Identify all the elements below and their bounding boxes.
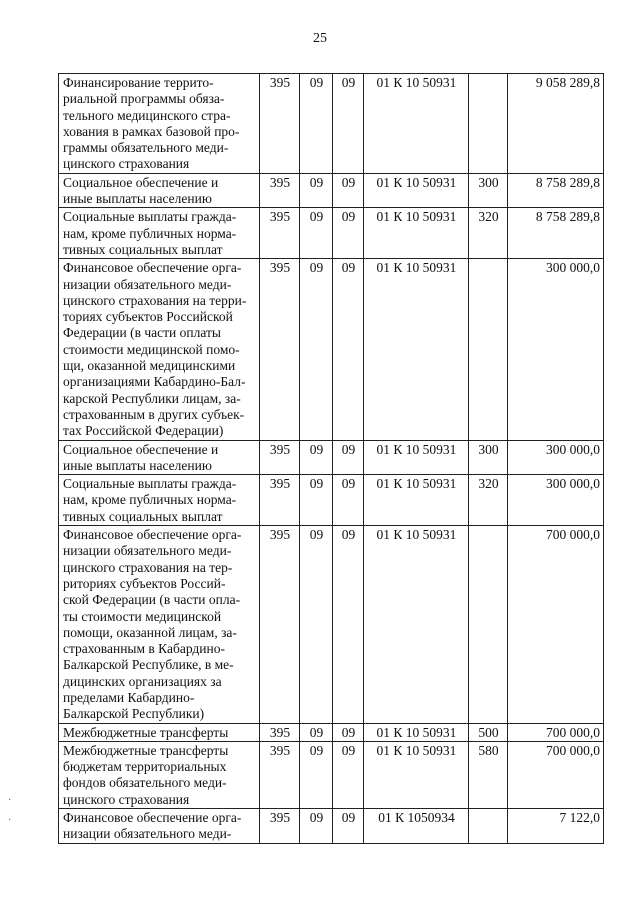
margin-mark: · [8,795,12,806]
item-name-line: Социальное обеспечение и [63,441,219,457]
item-name-line: низации обязательного меди- [63,543,232,559]
page-number: 25 [313,31,327,46]
item-name-line: тельного медицинского стра- [63,107,231,123]
expense-type-cell [469,74,508,174]
table-row [59,173,604,208]
expense-type-cell [469,526,508,724]
table-row [59,723,604,741]
budget-table [58,73,604,844]
item-name-line: Финансирование террито- [63,75,214,90]
item-name-line: тивных социальных выплат [63,241,223,257]
section-code-cell: 09 [300,259,333,440]
expense-type-cell: 580 [469,741,508,808]
item-name-cell [59,173,260,208]
item-name-line: страхованным в Кабардино- [63,641,225,657]
item-name-line: фондов обязательного меди- [63,775,227,791]
item-name-line: Межбюджетные трансферты [63,724,229,740]
expense-type-cell [469,809,508,844]
target-article-cell: 01 К 10 50931 [364,440,469,475]
amount-cell: 300 000,0 [508,259,604,440]
amount-cell: 300 000,0 [508,440,604,475]
section-code-cell: 09 [300,173,333,208]
item-name-line: цинского страхования на терри- [63,292,247,308]
item-name-line: иные выплаты населению [63,191,212,207]
ministry-code-cell: 395 [260,208,300,259]
target-article-cell: 01 К 10 50931 [364,259,469,440]
amount-cell: 700 000,0 [508,526,604,724]
section-code-cell: 09 [300,526,333,724]
item-name-line: нам, кроме публичных норма- [63,225,237,241]
target-article-cell: 01 К 10 50931 [364,208,469,259]
expense-type-cell: 500 [469,723,508,741]
amount-cell: 8 758 289,8 [508,208,604,259]
item-name-cell [59,526,260,724]
table-row [59,741,604,808]
item-name-line: стоимости медицинской помо- [63,341,240,357]
item-name-line: цинского страхования на тер- [63,559,233,575]
item-name-line: Финансовое обеспечение орга- [63,810,242,826]
item-name-line: тах Российской Федерации) [63,423,224,439]
subsection-code-cell: 09 [333,723,364,741]
subsection-code-cell: 09 [333,741,364,808]
subsection-code-cell: 09 [333,208,364,259]
subsection-code-cell: 09 [333,475,364,526]
item-name-line: риальной программы обяза- [63,91,225,107]
item-name-line: цинского страхования [63,156,190,172]
item-name-line: хования в рамках базовой про- [63,123,240,139]
item-name-cell [59,208,260,259]
expense-type-cell [469,259,508,440]
subsection-code-cell: 09 [333,173,364,208]
item-name-cell [59,809,260,844]
ministry-code-cell: 395 [260,741,300,808]
section-code-cell: 09 [300,809,333,844]
ministry-code-cell: 395 [260,440,300,475]
expense-type-cell: 320 [469,208,508,259]
item-name-line: карской Республики лицам, за- [63,390,241,406]
item-name-line: низации обязательного меди- [63,276,232,292]
table-row [59,526,604,724]
table-body [59,74,604,844]
item-name-line: пределами Кабардино- [63,689,195,705]
item-name-line: иные выплаты населению [63,457,212,473]
item-name-line: бюджетам территориальных [63,759,227,775]
amount-cell: 9 058 289,8 [508,74,604,174]
item-name-line: ториях субъектов Российской [63,309,233,325]
ministry-code-cell: 395 [260,259,300,440]
margin-mark: · [8,815,12,826]
table-row [59,809,604,844]
target-article-cell: 01 К 1050934 [364,809,469,844]
section-code-cell: 09 [300,440,333,475]
item-name-cell [59,74,260,174]
subsection-code-cell: 09 [333,526,364,724]
ministry-code-cell: 395 [260,475,300,526]
subsection-code-cell: 09 [333,74,364,174]
item-name-line: граммы обязательного меди- [63,140,229,156]
subsection-code-cell: 09 [333,259,364,440]
item-name-line: дицинских организациях за [63,673,222,689]
target-article-cell: 01 К 10 50931 [364,723,469,741]
subsection-code-cell: 09 [333,440,364,475]
amount-cell: 300 000,0 [508,475,604,526]
expense-type-cell: 300 [469,173,508,208]
item-name-line: Финансовое обеспечение орга- [63,527,242,543]
section-code-cell: 09 [300,723,333,741]
item-name-line: низации обязательного меди- [63,826,232,842]
item-name-line: организациями Кабардино-Бал- [63,374,246,390]
item-name-line: нам, кроме публичных норма- [63,492,237,508]
section-code-cell: 09 [300,741,333,808]
section-code-cell: 09 [300,475,333,526]
item-name-line: цинского страхования [63,791,190,807]
item-name-line: тивных социальных выплат [63,508,223,524]
expense-type-cell: 320 [469,475,508,526]
item-name-line: Социальное обеспечение и [63,174,219,190]
item-name-line: страхованным в других субъек- [63,406,245,422]
section-code-cell: 09 [300,208,333,259]
target-article-cell: 01 К 10 50931 [364,526,469,724]
ministry-code-cell: 395 [260,173,300,208]
table-row [59,259,604,440]
expense-type-cell: 300 [469,440,508,475]
item-name-cell [59,440,260,475]
item-name-cell [59,723,260,741]
item-name-line: Социальные выплаты гражда- [63,209,237,225]
item-name-line: ской Федерации (в части опла- [63,592,241,608]
target-article-cell: 01 К 10 50931 [364,74,469,174]
ministry-code-cell: 395 [260,723,300,741]
table-row [59,440,604,475]
amount-cell: 8 758 289,8 [508,173,604,208]
item-name-line: Социальные выплаты гражда- [63,476,237,492]
item-name-cell [59,259,260,440]
item-name-line: Межбюджетные трансферты [63,742,229,758]
item-name-cell [59,475,260,526]
item-name-line: помощи, оказанной лицам, за- [63,624,237,640]
ministry-code-cell: 395 [260,809,300,844]
subsection-code-cell: 09 [333,809,364,844]
target-article-cell: 01 К 10 50931 [364,475,469,526]
item-name-line: Финансовое обеспечение орга- [63,260,242,276]
target-article-cell: 01 К 10 50931 [364,173,469,208]
amount-cell: 700 000,0 [508,741,604,808]
ministry-code-cell: 395 [260,526,300,724]
item-name-cell [59,741,260,808]
target-article-cell: 01 К 10 50931 [364,741,469,808]
item-name-line: риториях субъектов Россий- [63,575,226,591]
amount-cell: 7 122,0 [508,809,604,844]
item-name-line: ты стоимости медицинской [63,608,222,624]
section-code-cell: 09 [300,74,333,174]
table-row [59,208,604,259]
item-name-line: Балкарской Республике, в ме- [63,657,234,673]
item-name-line: Федерации (в части оплаты [63,325,221,341]
table-row [59,475,604,526]
amount-cell: 700 000,0 [508,723,604,741]
item-name-line: Балкарской Республики) [63,706,205,722]
table-row [59,74,604,174]
ministry-code-cell: 395 [260,74,300,174]
item-name-line: щи, оказанной медицинскими [63,358,236,374]
